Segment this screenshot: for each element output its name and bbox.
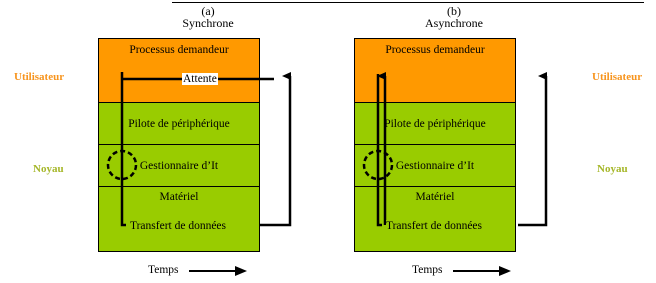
panel-b-transfert-text: Transfert de données — [385, 220, 483, 232]
panel-b-completion-arrow — [518, 76, 546, 225]
panel-b-letter: (b) — [447, 4, 461, 18]
panel-a-processus-label: Processus demandeur — [129, 44, 229, 56]
panel-b-transfert-label — [354, 220, 514, 233]
panel-b-processus-label: Processus demandeur — [385, 44, 485, 56]
panel-b-diagram — [354, 38, 516, 252]
panel-b-temps-label: Temps — [412, 264, 443, 276]
panel-a-pilote-label: Pilote de périphérique — [128, 118, 230, 130]
panel-a-temps-label: Temps — [148, 264, 179, 276]
panel-b-time-arrow — [453, 264, 513, 278]
panel-b-pilote-label: Pilote de périphérique — [384, 118, 486, 130]
panel-a-transfert-label — [98, 220, 258, 233]
panel-a-transfert-text: Transfert de données — [129, 220, 227, 232]
panel-a-return-arrow — [260, 76, 290, 225]
right-kernel-label: Noyau — [597, 163, 628, 175]
left-kernel-label: Noyau — [33, 163, 64, 175]
panel-a-diagram — [98, 38, 260, 252]
panel-a-time-arrow — [189, 264, 249, 278]
panel-b-materiel-label: Matériel — [415, 191, 455, 203]
panel-a-title: Synchrone — [182, 16, 234, 30]
panel-a-letter: (a) — [201, 4, 215, 18]
left-user-label: Utilisateur — [14, 71, 65, 83]
panel-a-materiel-label: Matériel — [159, 191, 199, 203]
right-user-label: Utilisateur — [592, 71, 643, 83]
panel-b-title: Asynchrone — [425, 16, 483, 30]
panel-a-attente-label: Attente — [183, 73, 217, 85]
panel-a-request-path — [122, 72, 126, 225]
panel-b-gestionnaire-label: Gestionnaire d’It — [395, 160, 475, 172]
panel-b-request-path — [378, 74, 382, 225]
panel-a-gestionnaire-label: Gestionnaire d’It — [139, 160, 219, 172]
top-rule — [172, 2, 644, 3]
